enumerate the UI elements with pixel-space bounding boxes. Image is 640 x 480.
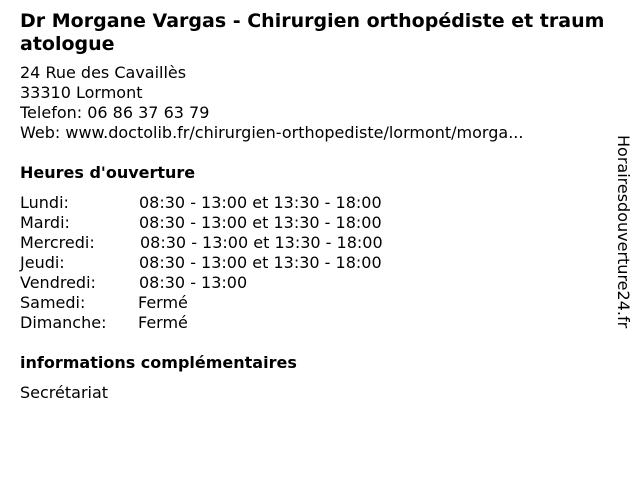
website-link: Web: www.doctolib.fr/chirurgien-orthopediste/lormont/morga... — [20, 123, 524, 142]
city-postcode: 33310 Lormont — [20, 83, 143, 102]
additional-info-heading: informations complémentaires — [20, 353, 297, 372]
day-label: Jeudi: — [20, 253, 65, 272]
additional-info-text: Secrétariat — [20, 383, 109, 402]
day-label: Mercredi: — [20, 233, 95, 252]
day-hours: 08:30 - 13:00 et 13:30 - 18:00 — [139, 213, 382, 232]
phone-number: Telefon: 06 86 37 63 79 — [20, 103, 210, 122]
day-hours: 08:30 - 13:00 — [139, 273, 248, 292]
day-label: Dimanche: — [20, 313, 107, 332]
page-title: Dr Morgane Vargas - Chirurgien orthopédiste et traumatologue — [20, 10, 605, 55]
day-label: Lundi: — [20, 193, 69, 212]
address-block — [20, 63, 523, 143]
street-address: 24 Rue des Cavaillès — [20, 63, 187, 82]
site-watermark: Horairesdouverture24.fr — [614, 135, 633, 329]
opening-hours-heading: Heures d'ouverture — [20, 163, 196, 182]
day-hours: 08:30 - 13:00 et 13:30 - 18:00 — [140, 233, 383, 252]
day-label: Mardi: — [20, 213, 70, 232]
day-hours: 08:30 - 13:00 et 13:30 - 18:00 — [139, 253, 382, 272]
day-label: Vendredi: — [20, 273, 96, 292]
day-hours: Fermé — [138, 293, 188, 312]
day-hours: 08:30 - 13:00 et 13:30 - 18:00 — [139, 193, 382, 212]
day-hours: Fermé — [138, 313, 188, 332]
day-label: Samedi: — [20, 293, 86, 312]
